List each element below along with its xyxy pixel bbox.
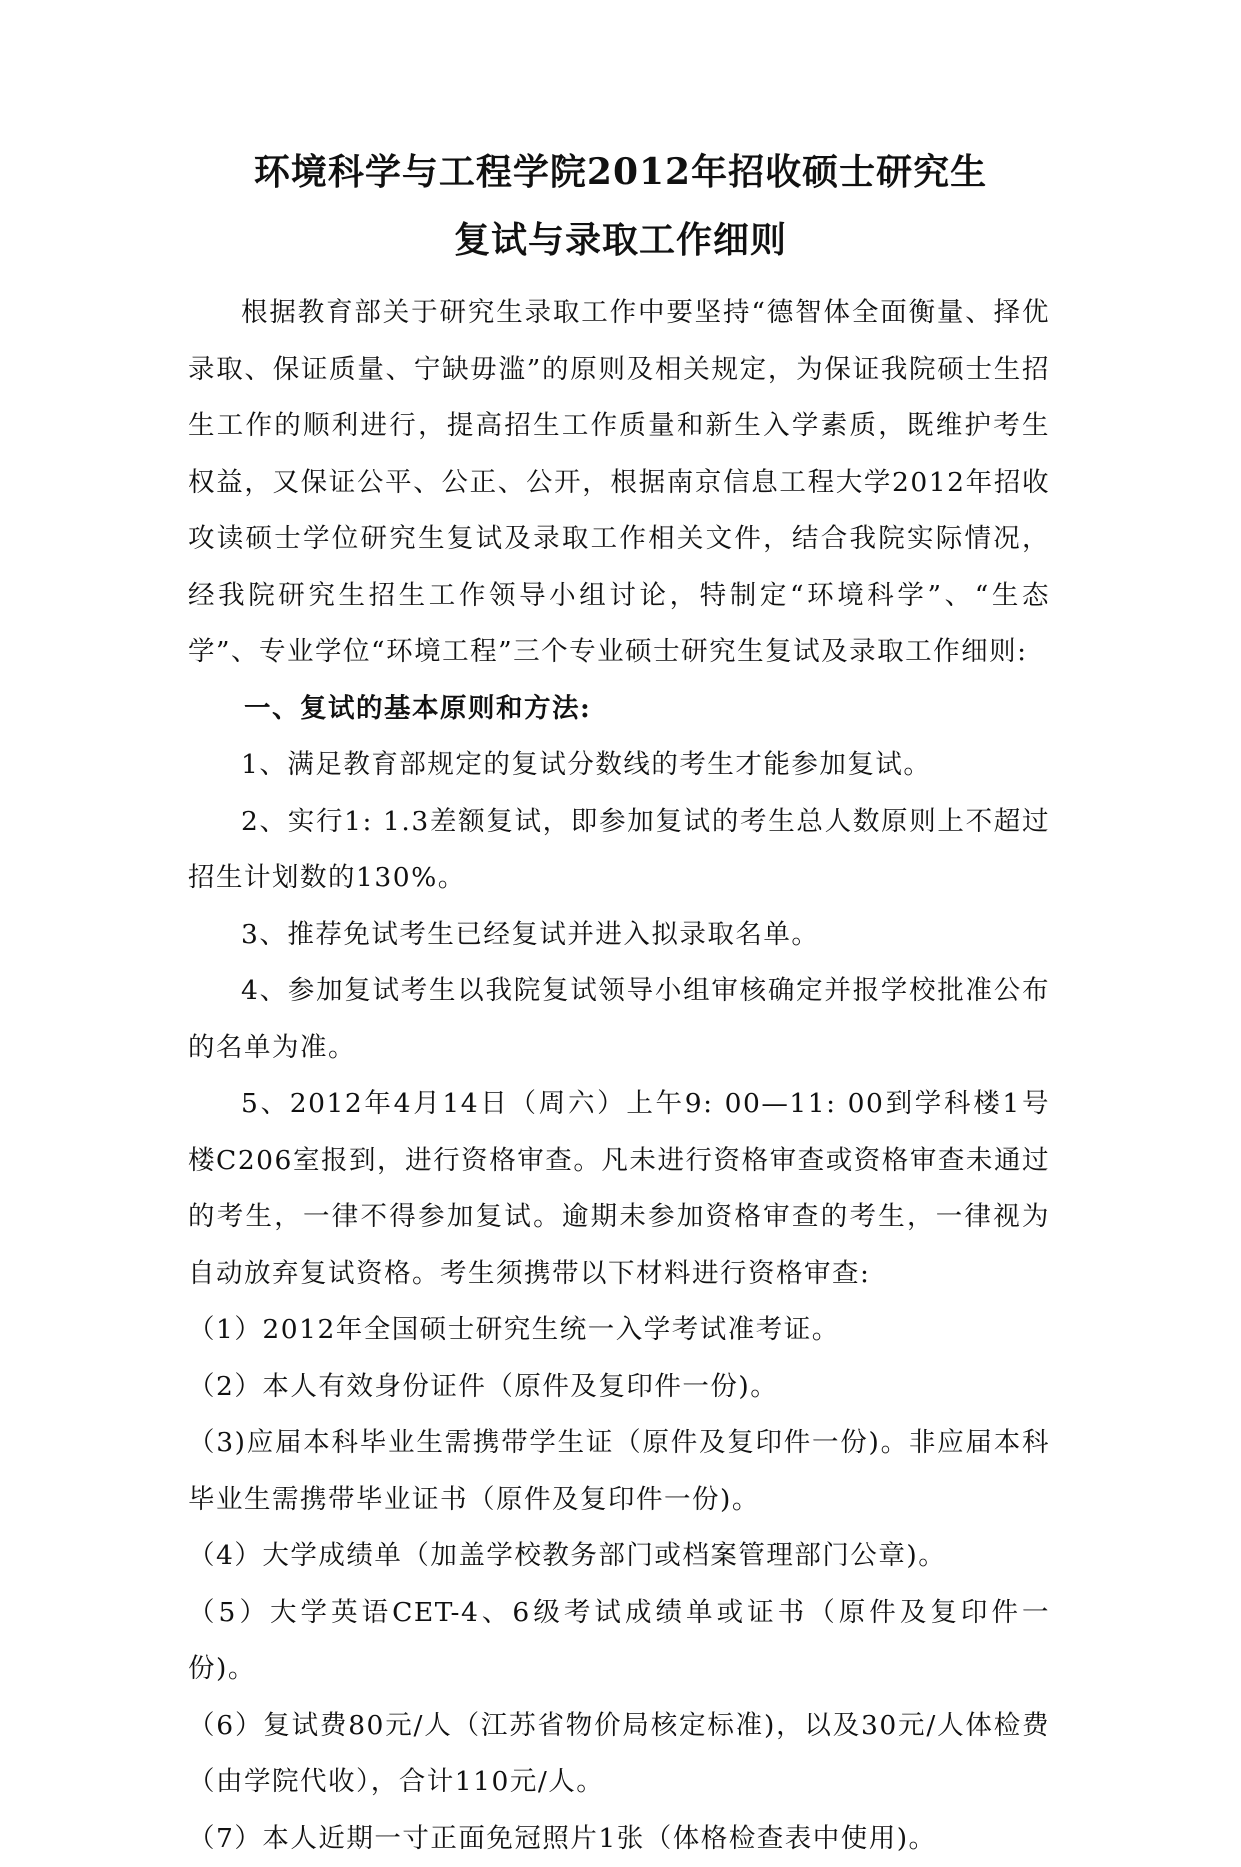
- rule-item: 2、实行1: 1.3差额复试，即参加复试的考生总人数原则上不超过招生计划数的130%。: [188, 794, 1050, 907]
- rule-item: 5、2012年4月14日（周六）上午9: 00—11: 00到学科楼1号楼C206室报到，进行资格审查。凡未进行资格审查或资格审查未通过的考生，一律不得参加复试。逾期未参加资格审查的考生，一律视为自动放弃复试资格。考生须携带以下材料进行资格审查:: [188, 1076, 1050, 1302]
- rule-item: 1、满足教育部规定的复试分数线的考生才能参加复试。: [188, 737, 1050, 794]
- rule-item: 3、推荐免试考生已经复试并进入拟录取名单。: [188, 907, 1050, 964]
- material-item: （6）复试费80元/人（江苏省物价局核定标准)，以及30元/人体检费（由学院代收），合计110元/人。: [188, 1698, 1050, 1811]
- intro-paragraph: 根据教育部关于研究生录取工作中要坚持“德智体全面衡量、择优录取、保证质量、宁缺毋滥”的原则及相关规定，为保证我院硕士生招生工作的顺利进行，提高招生工作质量和新生入学素质，既维护考生权益，又保证公平、公正、公开，根据南京信息工程大学2012年招收攻读硕士学位研究生复试及录取工作相关文件，结合我院实际情况，经我院研究生招生工作领导小组讨论，特制定“环境科学”、“生态学”、专业学位“环境工程”三个专业硕士研究生复试及录取工作细则:: [188, 285, 1050, 681]
- document-title-line2: 复试与录取工作细则: [0, 218, 1241, 262]
- material-item: （5）大学英语CET-4、6级考试成绩单或证书（原件及复印件一份)。: [188, 1585, 1050, 1698]
- material-item: （4）大学成绩单（加盖学校教务部门或档案管理部门公章)。: [188, 1528, 1050, 1585]
- material-item: （2）本人有效身份证件（原件及复印件一份)。: [188, 1359, 1050, 1416]
- document-body: [188, 285, 1050, 1867]
- rule-item: 4、参加复试考生以我院复试领导小组审核确定并报学校批准公布的名单为准。: [188, 963, 1050, 1076]
- material-item: （1）2012年全国硕士研究生统一入学考试准考证。: [188, 1302, 1050, 1359]
- material-item: （7）本人近期一寸正面免冠照片1张（体格检查表中使用)。: [188, 1811, 1050, 1867]
- section-heading: 一、复试的基本原则和方法:: [188, 681, 1050, 738]
- material-item: （3)应届本科毕业生需携带学生证（原件及复印件一份)。非应届本科毕业生需携带毕业证书（原件及复印件一份)。: [188, 1415, 1050, 1528]
- document-title-line1: 环境科学与工程学院2012年招收硕士研究生: [0, 150, 1241, 194]
